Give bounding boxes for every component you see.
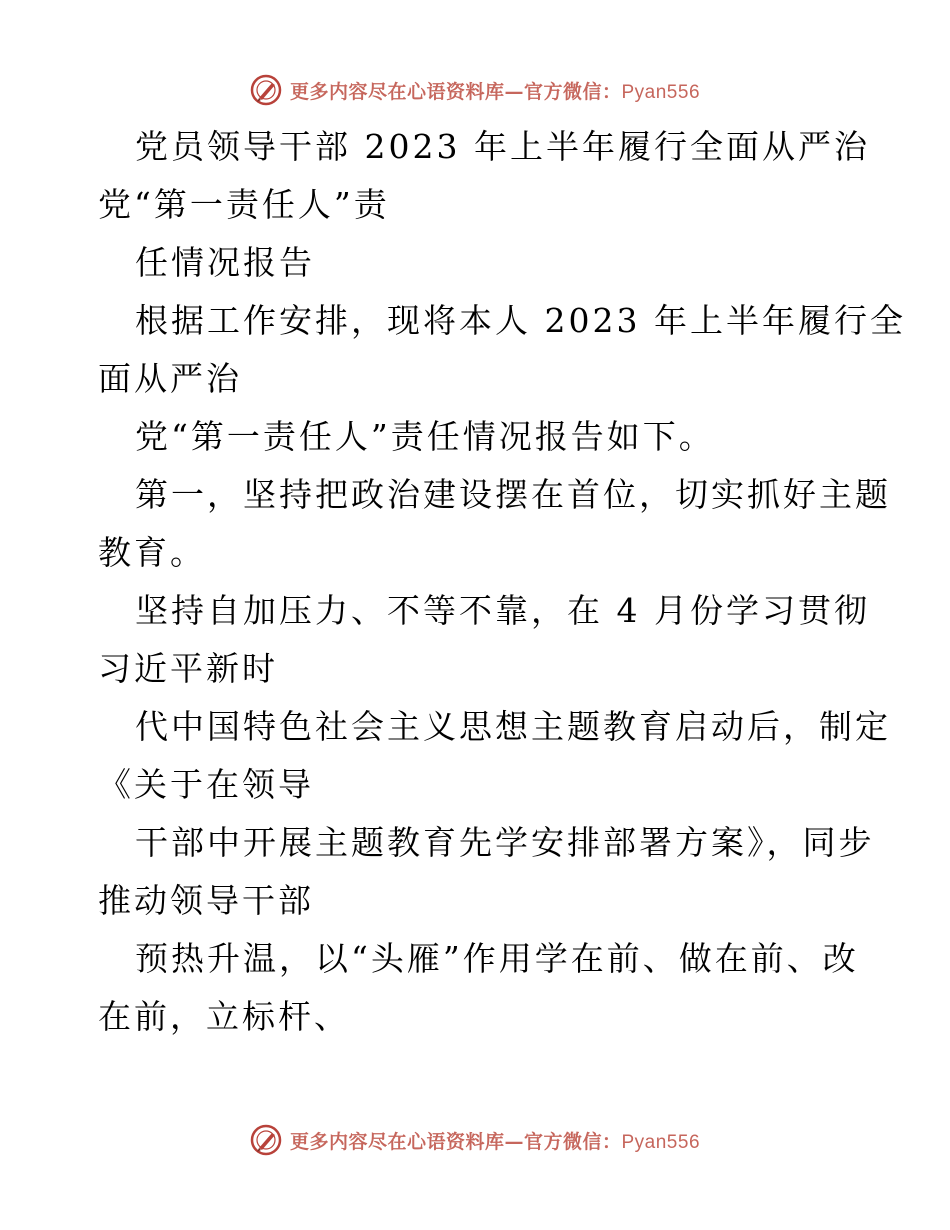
section-heading-line: 教育。 [98,533,206,572]
watermark-contact-id: Pyan556 [621,1131,701,1153]
document-title-line-2: 党“第一责任人”责 [98,185,390,224]
paragraph-line: 面从严治 [98,359,242,398]
paragraph-line: 预热升温，以“头雁”作用学在前、做在前、改 [135,939,859,978]
watermark-contact-id: Pyan556 [621,81,701,103]
paragraph-line: 在前，立标杆、 [98,997,350,1036]
paragraph-line: 代中国特色社会主义思想主题教育启动后，制定 [135,707,891,746]
watermark-contact-label: 官方微信： [523,1130,622,1153]
quill-logo-icon [250,74,282,106]
document-body [98,118,906,1046]
watermark-text [290,77,700,104]
document-title-line-3: 任情况报告 [135,243,315,282]
paragraph-line: 党“第一责任人”责任情况报告如下。 [135,417,715,456]
footer-watermark [0,1120,950,1160]
watermark-text [290,1127,700,1154]
watermark-contact-label: 官方微信： [523,80,622,103]
watermark-separator: — [504,80,524,103]
document-title-line-1: 党员领导干部 2023 年上半年履行全面从严治 [135,127,870,166]
paragraph-line: 根据工作安排，现将本人 2023 年上半年履行全 [135,301,906,340]
section-heading-line: 第一，坚持把政治建设摆在首位，切实抓好主题 [135,475,891,514]
paragraph-line: 坚持自加压力、不等不靠，在 4 月份学习贯彻 [135,591,870,630]
paragraph-line: 习近平新时 [98,649,278,688]
watermark-separator: — [504,1130,524,1153]
header-watermark [0,70,950,110]
quill-logo-icon [250,1124,282,1156]
paragraph-line: 《关于在领导 [98,765,314,804]
paragraph-line: 干部中开展主题教育先学安排部署方案》，同步 [135,823,875,862]
watermark-brand: 更多内容尽在心语资料库 [289,1130,505,1153]
paragraph-line: 推动领导干部 [98,881,314,920]
watermark-brand: 更多内容尽在心语资料库 [289,80,505,103]
